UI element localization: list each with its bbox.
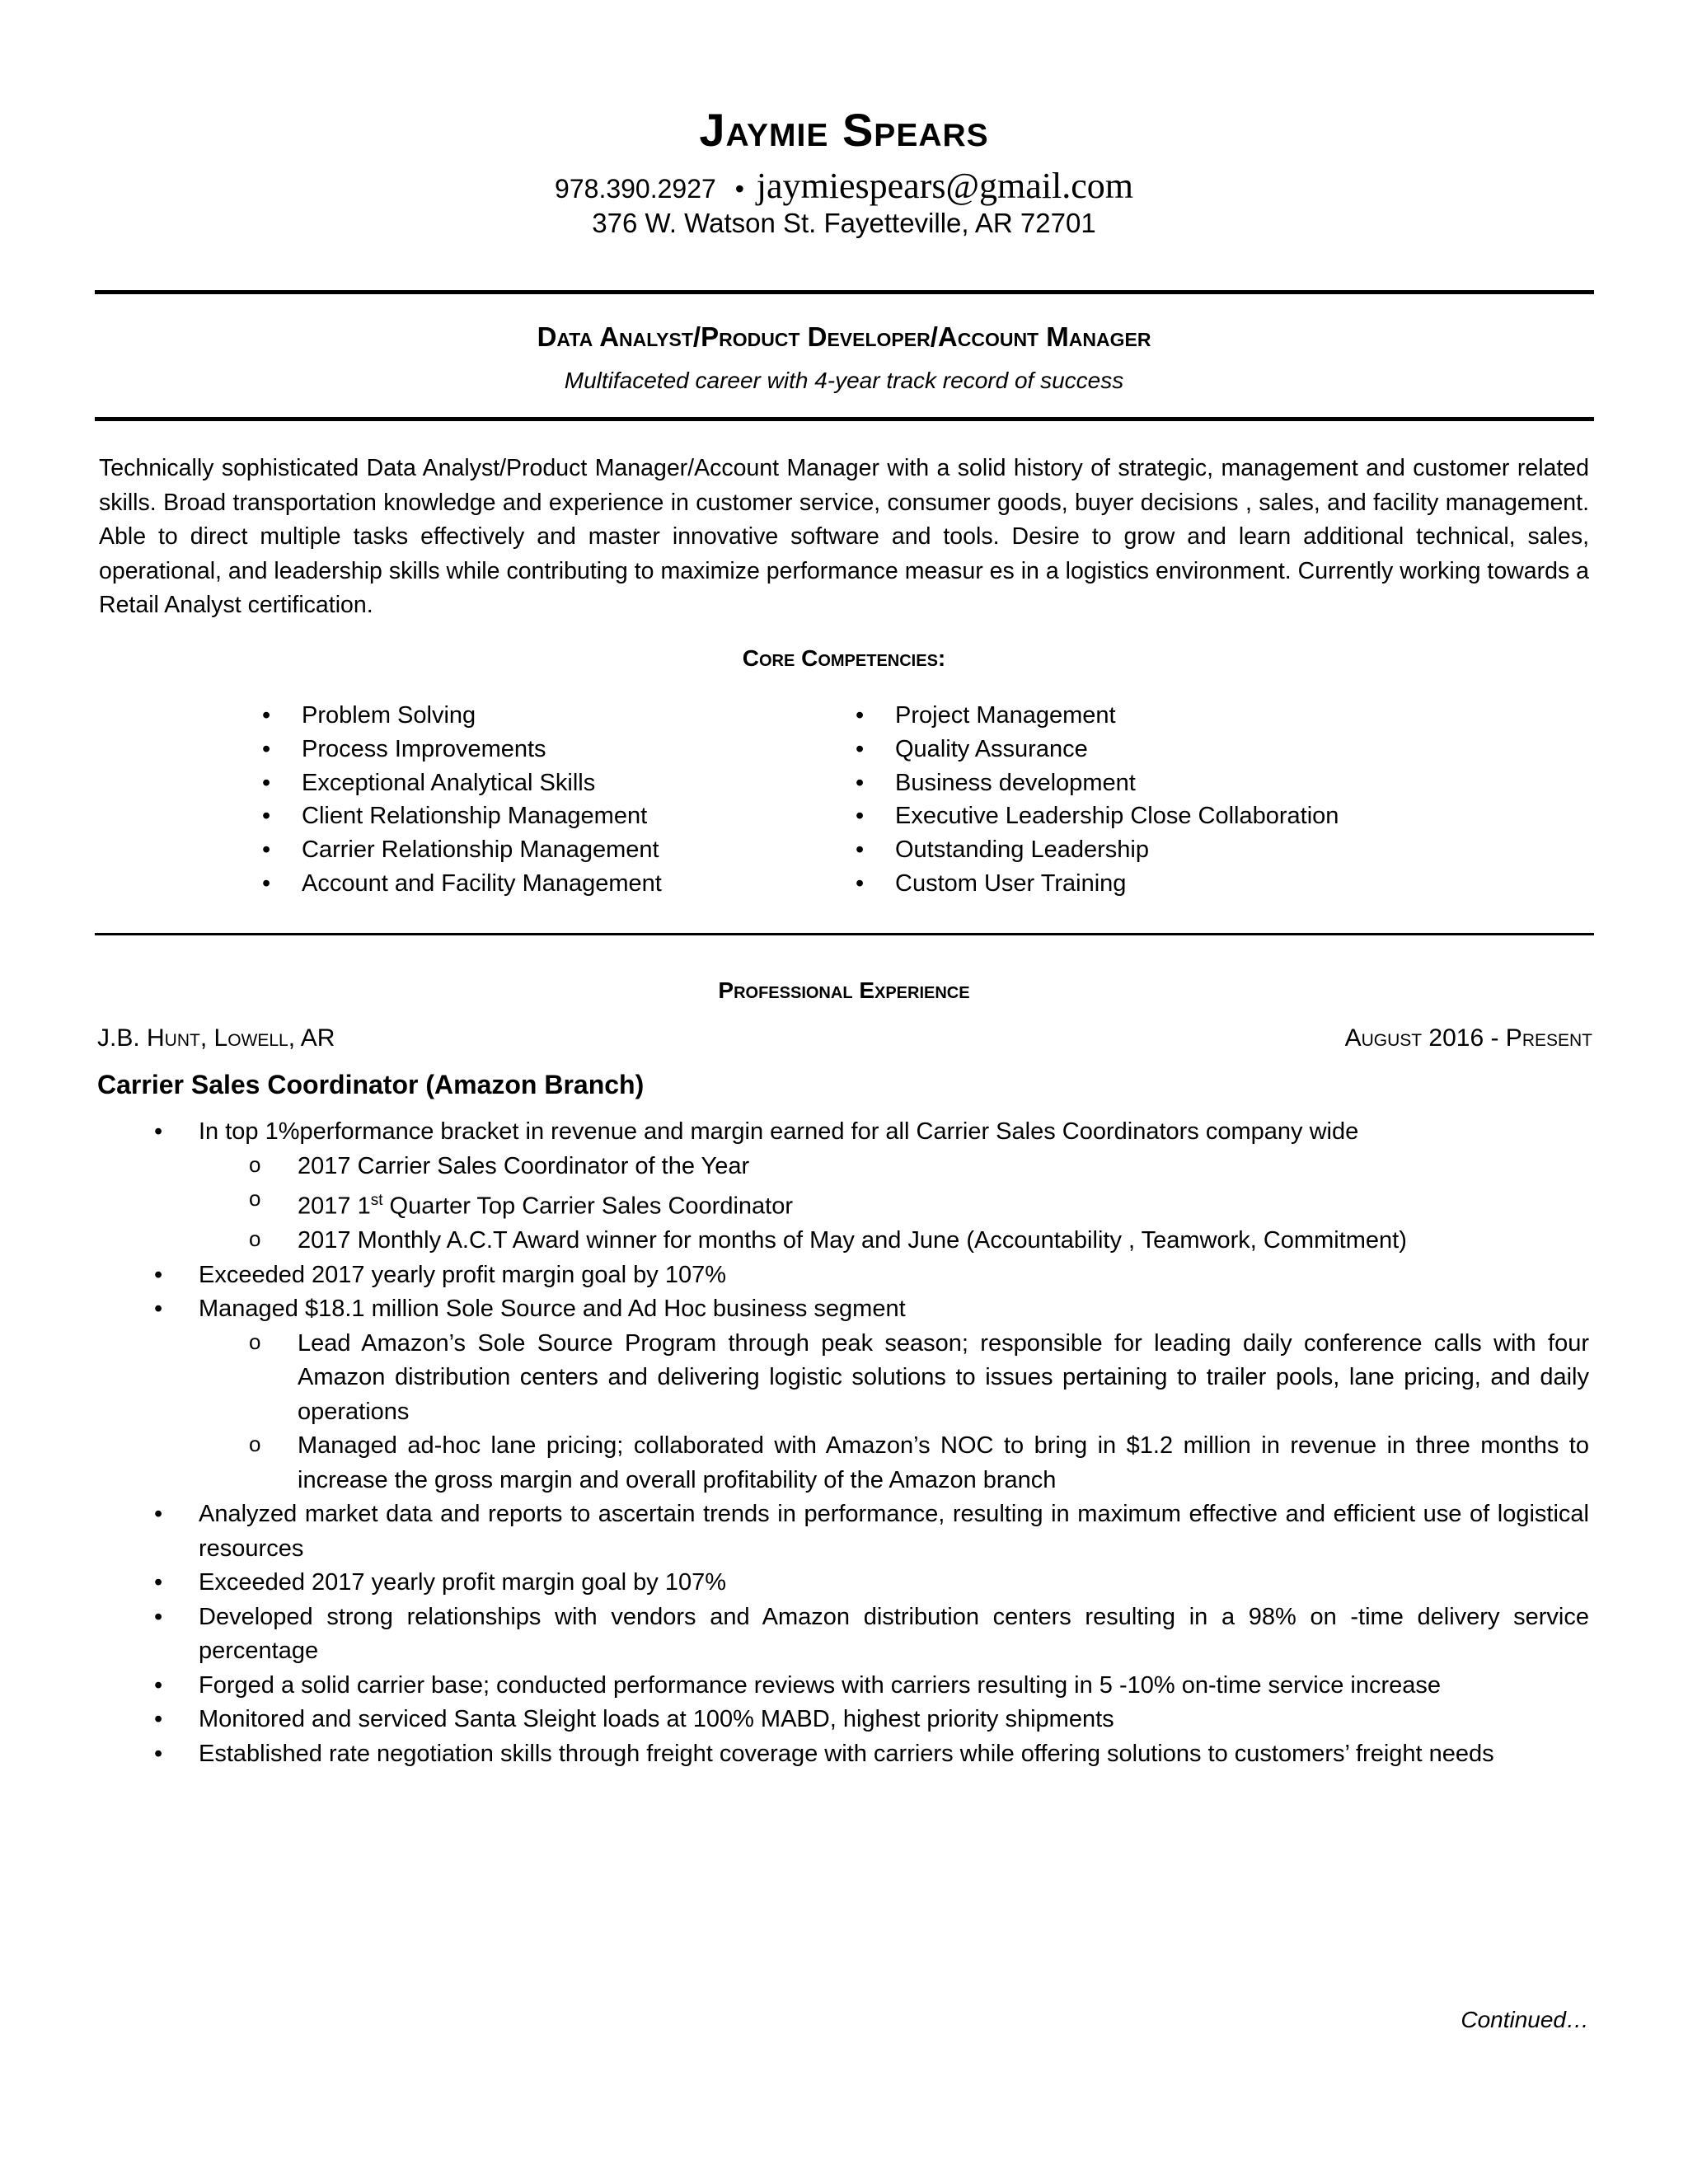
divider-headline bbox=[95, 417, 1594, 421]
bullet-glyph: • bbox=[154, 1261, 163, 1288]
mailing-address: 376 W. Watson St. Fayetteville, AR 72701 bbox=[592, 208, 1096, 238]
competency-item: • Business development bbox=[856, 766, 1339, 800]
sub-bullet-text: Managed ad-hoc lane pricing; collaborated with Amazon’s NOC to bring in $1.2 million in revenue in three months to increase the gross margin and overall profitability of the Amazon branch bbox=[298, 1432, 1589, 1493]
competency-item: • Outstanding Leadership bbox=[856, 833, 1339, 867]
competency-item: • Account and Facility Management bbox=[262, 867, 662, 901]
competency-item: • Client Relationship Management bbox=[262, 799, 662, 833]
sub-bullet-glyph: o bbox=[249, 1186, 261, 1211]
candidate-name: Jaymie Spears bbox=[699, 104, 989, 156]
sub-list-item bbox=[99, 1327, 1589, 1430]
bullet-text: Established rate negotiation skills through freight coverage with carriers while offering solutions to customers’ freight needs bbox=[199, 1740, 1494, 1767]
bullet-glyph: • bbox=[154, 1118, 163, 1145]
sub-bullet-glyph: o bbox=[249, 1151, 261, 1177]
divider-experience bbox=[95, 933, 1594, 935]
sub-bullet-glyph: o bbox=[249, 1329, 261, 1354]
bullet-glyph: • bbox=[154, 1740, 163, 1767]
sub-list-item bbox=[99, 1150, 1589, 1184]
divider-top bbox=[95, 290, 1594, 294]
sub-bullet-glyph: o bbox=[249, 1226, 261, 1252]
competency-item: • Project Management bbox=[856, 699, 1339, 733]
list-item bbox=[99, 1601, 1589, 1669]
email-address: jaymiespears@gmail.com bbox=[756, 166, 1133, 206]
list-item bbox=[99, 1566, 1589, 1601]
list-item bbox=[99, 1669, 1589, 1704]
bullet-text: Forged a solid carrier base; conducted performance reviews with carriers resulting in 5 -10% on-time service increase bbox=[199, 1671, 1442, 1699]
competencies-title: Core Competencies: bbox=[742, 645, 946, 671]
competency-item: • Exceptional Analytical Skills bbox=[262, 766, 662, 800]
competencies-left-list bbox=[262, 699, 662, 901]
bullet-glyph: • bbox=[154, 1603, 163, 1630]
continued-note: Continued… bbox=[1461, 2007, 1589, 2032]
bullet-text: Analyzed market data and reports to ascertain trends in performance, resulting in maximum effective and efficient use of logistical resources bbox=[199, 1501, 1589, 1562]
sub-list-item bbox=[99, 1429, 1589, 1497]
sub-bullet-text-post: Quarter Top Carrier Sales Coordinator bbox=[382, 1193, 794, 1220]
sub-bullet-text: 2017 Carrier Sales Coordinator of the Year bbox=[298, 1152, 750, 1179]
employment-dates: August 2016 - Present bbox=[1344, 1024, 1592, 1052]
experience-bullets bbox=[99, 1115, 1589, 1771]
bullet-glyph: • bbox=[154, 1296, 163, 1323]
professional-summary: Technically sophisticated Data Analyst/Product Manager/Account Manager with a solid history of strategic, management and customer related skills. Broad transportation knowledge and experience in customer service, consumer goods, buyer decisions , sales, and facility management. Able to direct multiple tasks effectively and master innovative software and tools. Desire to grow and learn additional technical, sales, operational, and leadership skills while contributing to maximize performance measur es in a logistics environment. Currently working towards a Retail Analyst certification. bbox=[99, 455, 1589, 618]
competencies-right-list bbox=[856, 699, 1339, 901]
competency-item: • Problem Solving bbox=[262, 699, 662, 733]
list-item bbox=[99, 1258, 1589, 1293]
sub-bullet-text: 2017 Monthly A.C.T Award winner for months of May and June (Accountability , Teamwork, Commitment) bbox=[298, 1227, 1407, 1254]
headline-tagline: Multifaceted career with 4-year track record of success bbox=[564, 368, 1124, 393]
list-item bbox=[99, 1703, 1589, 1737]
bullet-text: Developed strong relationships with vendors and Amazon distribution centers resulting in a 98% on -time delivery service percentage bbox=[199, 1603, 1589, 1665]
competency-item: • Carrier Relationship Management bbox=[262, 833, 662, 867]
competency-item: • Process Improvements bbox=[262, 733, 662, 766]
bullet-glyph: • bbox=[154, 1671, 163, 1699]
bullet-glyph: • bbox=[154, 1501, 163, 1528]
headline-title: Data Analyst/Product Developer/Account Manager bbox=[537, 321, 1151, 352]
sub-bullet-glyph: o bbox=[249, 1432, 261, 1457]
competency-item: • Executive Leadership Close Collaboration bbox=[856, 799, 1339, 833]
ordinal-suffix: st bbox=[370, 1192, 383, 1209]
experience-title: Professional Experience bbox=[718, 977, 970, 1003]
job-title: Carrier Sales Coordinator (Amazon Branch) bbox=[97, 1070, 645, 1099]
bullet-text: Monitored and serviced Santa Sleight loads at 100% MABD, highest priority shipments bbox=[199, 1706, 1114, 1733]
bullet-glyph: • bbox=[154, 1569, 163, 1596]
sub-list-item bbox=[99, 1224, 1589, 1258]
sub-bullet-text-pre: 2017 1 bbox=[298, 1193, 371, 1220]
bullet-text: Managed $18.1 million Sole Source and Ad Hoc business segment bbox=[199, 1296, 906, 1323]
employer-name: J.B. Hunt, Lowell, AR bbox=[97, 1024, 335, 1052]
bullet-text: Exceeded 2017 yearly profit margin goal by 107% bbox=[199, 1569, 726, 1596]
contact-line bbox=[0, 165, 1688, 207]
list-item bbox=[99, 1292, 1589, 1327]
sub-bullet-text: Lead Amazon’s Sole Source Program through peak season; responsible for leading daily conference calls with four Amazon distribution centers and delivering logistic solutions to issues pertaining to trailer pools, lane pricing, and daily operations bbox=[298, 1329, 1589, 1425]
bullet-text: In top 1%performance bracket in revenue and margin earned for all Carrier Sales Coordinators company wide bbox=[199, 1118, 1359, 1145]
sub-list-item bbox=[99, 1183, 1589, 1224]
competency-item: • Quality Assurance bbox=[856, 733, 1339, 766]
bullet-text: Exceeded 2017 yearly profit margin goal by 107% bbox=[199, 1261, 726, 1288]
bullet-glyph: • bbox=[154, 1706, 163, 1733]
list-item bbox=[99, 1497, 1589, 1566]
phone-number: 978.390.2927 bbox=[555, 174, 716, 204]
list-item bbox=[99, 1115, 1589, 1150]
list-item bbox=[99, 1737, 1589, 1772]
contact-separator: • bbox=[734, 174, 744, 204]
competency-item: • Custom User Training bbox=[856, 867, 1339, 901]
